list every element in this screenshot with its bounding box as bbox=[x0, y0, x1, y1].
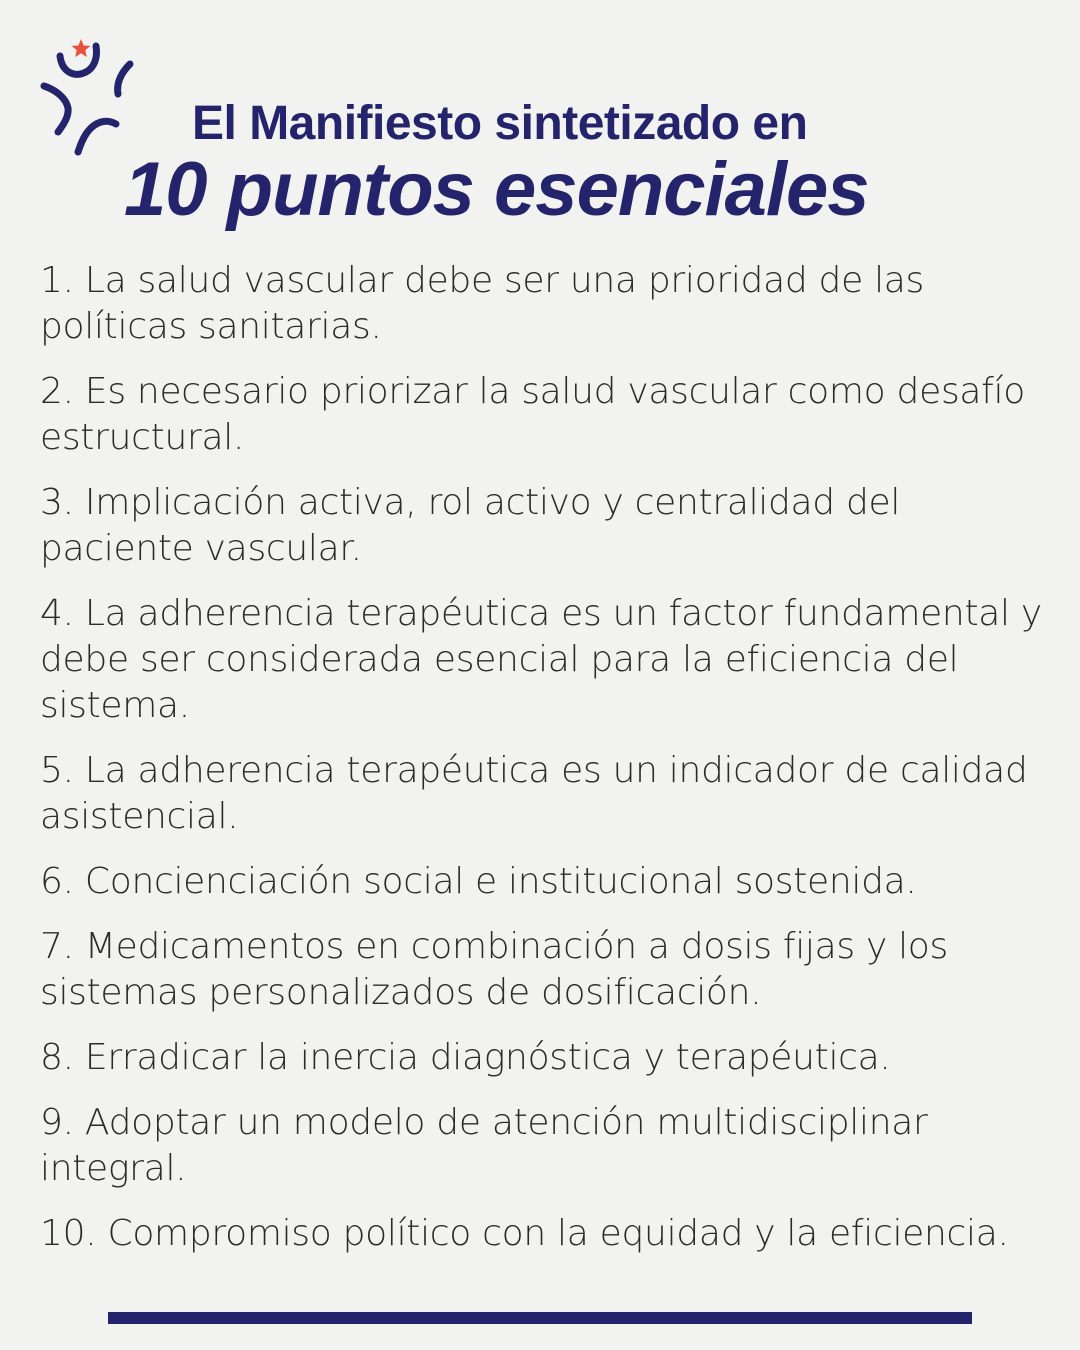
bottom-divider bbox=[108, 1312, 972, 1324]
page-subtitle: 10 puntos esenciales bbox=[124, 147, 869, 232]
list-item: 1. La salud vascular debe ser una prioridad de las políticas sanitarias. bbox=[40, 260, 924, 347]
list-item: 7. Medicamentos en combinación a dosis fijas y los sistemas personalizados de dosificación. bbox=[40, 926, 948, 1013]
list-item: 3. Implicación activa, rol activo y centralidad del paciente vascular. bbox=[40, 482, 901, 569]
list-item: 4. La adherencia terapéutica es un factor fundamental y debe ser considerada esencial para la eficiencia del sistema. bbox=[40, 593, 1042, 726]
figure-with-spark-logo-icon bbox=[38, 36, 138, 156]
page-title: El Manifiesto sintetizado en bbox=[192, 97, 808, 150]
list-item: 2. Es necesario priorizar la salud vascular como desafío estructural. bbox=[40, 371, 1025, 458]
list-item: 10. Compromiso político con la equidad y la eficiencia. bbox=[40, 1213, 1009, 1254]
list-item: 6. Concienciación social e institucional sostenida. bbox=[40, 861, 917, 902]
list-item: 5. La adherencia terapéutica es un indicador de calidad asistencial. bbox=[40, 750, 1028, 837]
list-item: 9. Adoptar un modelo de atención multidisciplinar integral. bbox=[40, 1102, 928, 1189]
points-list bbox=[40, 258, 1050, 1276]
list-item: 8. Erradicar la inercia diagnóstica y terapéutica. bbox=[40, 1037, 891, 1078]
